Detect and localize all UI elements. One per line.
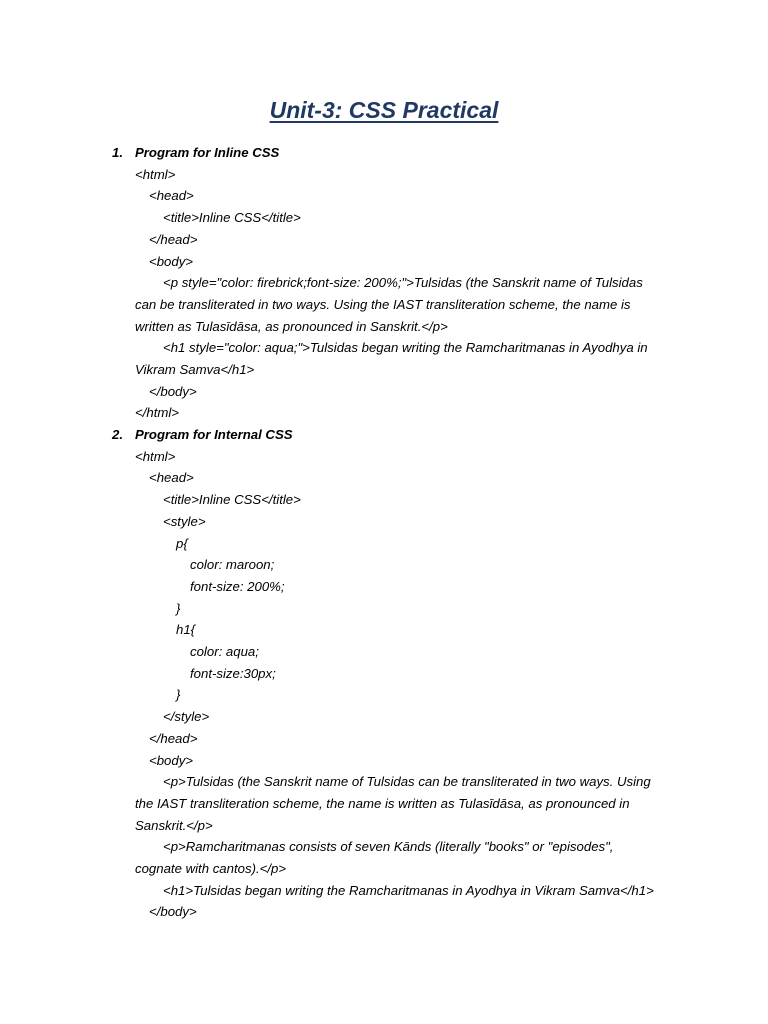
code-line: } bbox=[176, 600, 181, 616]
code-line: color: maroon; bbox=[190, 557, 275, 573]
code-line: Vikram Samva</h1> bbox=[135, 362, 255, 377]
code-line: <head> bbox=[149, 188, 194, 204]
section-number: 1. bbox=[112, 145, 123, 160]
code-line: <p style="color: firebrick;font-size: 200%;">Tulsidas (the Sanskrit name of Tulsidas bbox=[163, 275, 643, 291]
section-number: 2. bbox=[112, 427, 123, 442]
code-line: } bbox=[176, 687, 181, 703]
code-line: <html> bbox=[135, 448, 176, 464]
section-heading: Program for Inline CSS bbox=[135, 145, 280, 160]
code-line: <p>Tulsidas (the Sanskrit name of Tulsidas can be transliterated in two ways. Using bbox=[163, 774, 651, 790]
code-line: p{ bbox=[176, 535, 188, 551]
code-line: written as Tulasīdāsa, as pronounced in Sanskrit.</p> bbox=[135, 318, 448, 334]
code-line: </body> bbox=[149, 383, 197, 399]
code-line: <title>Inline CSS</title> bbox=[163, 210, 301, 226]
code-line: </style> bbox=[163, 709, 210, 725]
page-title: Unit-3: CSS Practical bbox=[269, 97, 499, 123]
code-line: <title>Inline CSS</title> bbox=[163, 492, 301, 508]
code-line: h1{ bbox=[176, 622, 196, 638]
code-line: the IAST transliteration scheme, the name is written as Tulasīdāsa, as pronounced in bbox=[135, 795, 630, 811]
code-line: font-size:30px; bbox=[190, 665, 276, 681]
section-heading: Program for Internal CSS bbox=[135, 427, 293, 442]
code-line: </html> bbox=[135, 405, 179, 421]
code-line: </head> bbox=[149, 231, 198, 247]
code-line: </head> bbox=[149, 730, 198, 746]
code-line: <h1>Tulsidas began writing the Ramcharitmanas in Ayodhya in Vikram Samva</h1> bbox=[163, 882, 654, 898]
code-line: font-size: 200%; bbox=[190, 578, 285, 594]
code-line: <body> bbox=[149, 752, 193, 768]
code-line: <body> bbox=[149, 253, 193, 269]
code-line: <h1 style="color: aqua;">Tulsidas began writing the Ramcharitmanas in Ayodhya in bbox=[163, 340, 648, 356]
code-line: <style> bbox=[163, 513, 206, 529]
code-line: color: aqua; bbox=[190, 644, 259, 659]
code-line: cognate with cantos).</p> bbox=[135, 861, 287, 876]
code-line: <html> bbox=[135, 166, 176, 182]
code-line: </body> bbox=[149, 904, 197, 920]
code-line: <p>Ramcharitmanas consists of seven Kānds (literally "books" or "episodes", bbox=[163, 839, 614, 855]
code-line: <head> bbox=[149, 470, 194, 486]
code-line: can be transliterated in two ways. Using the IAST transliteration scheme, the name is bbox=[135, 296, 631, 312]
code-line: Sanskrit.</p> bbox=[135, 817, 213, 833]
